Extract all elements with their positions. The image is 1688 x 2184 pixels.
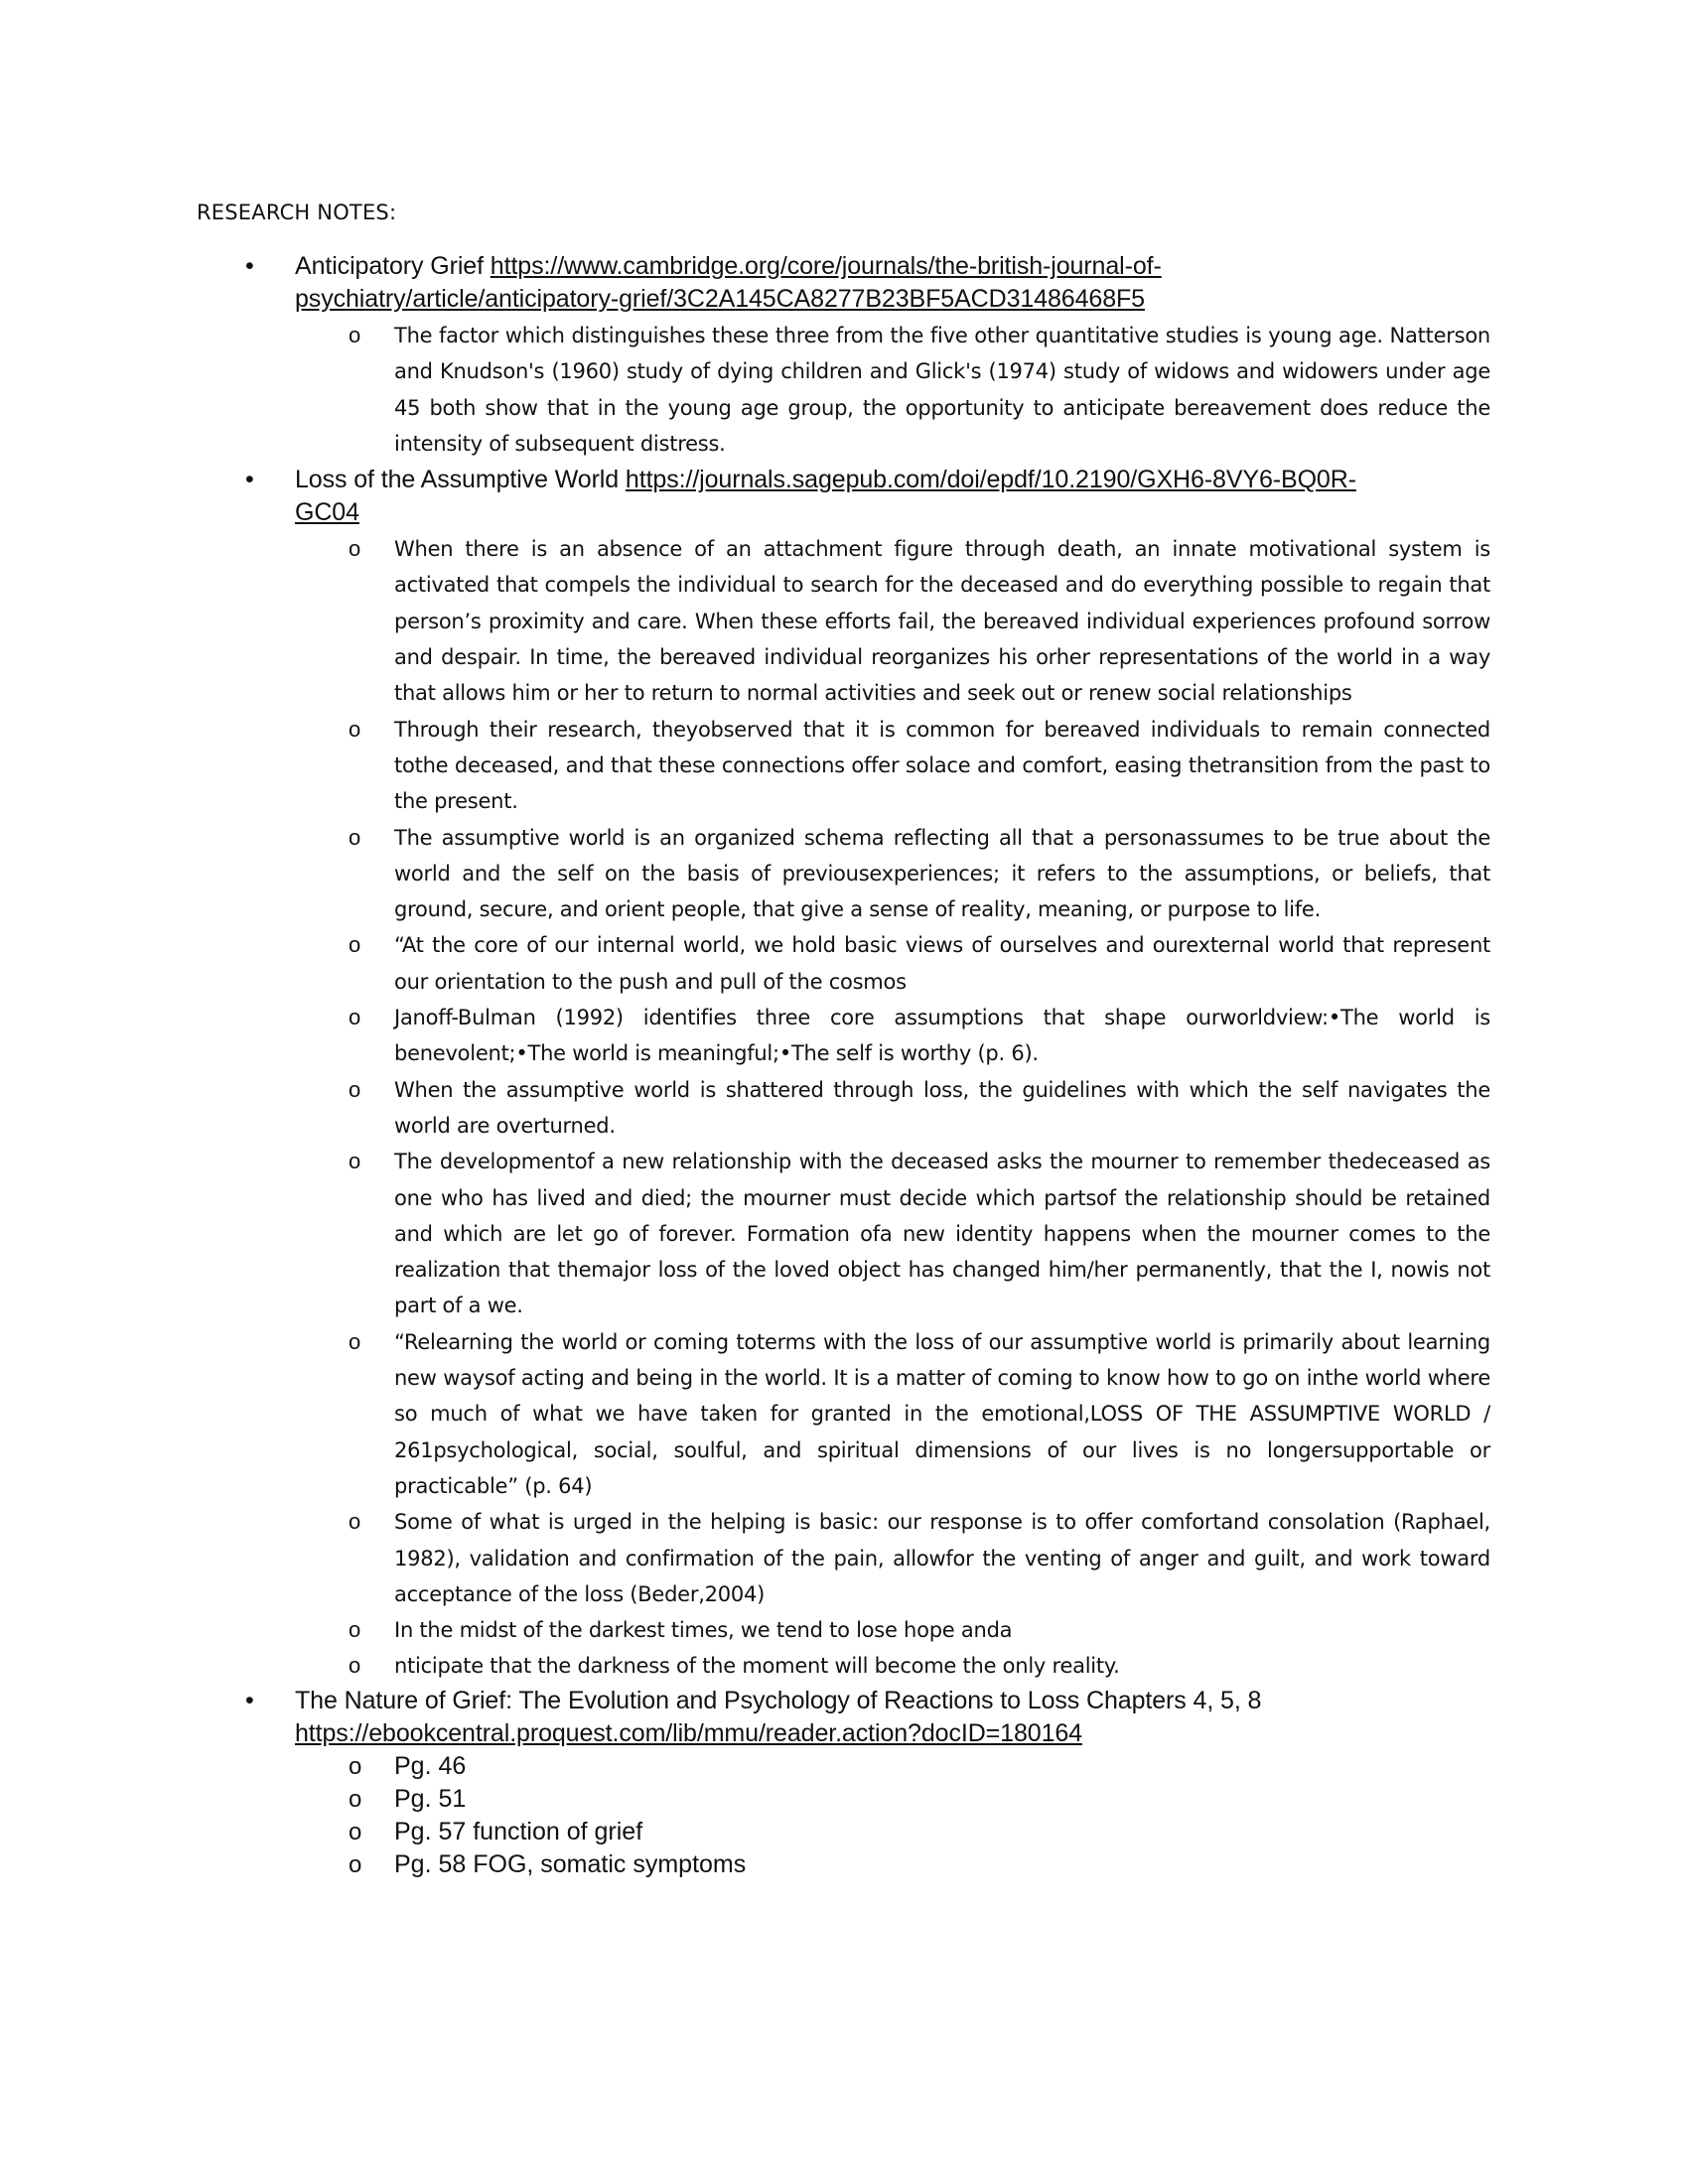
note-item [0, 820, 1688, 928]
source-title: Loss of the Assumptive World [295, 466, 620, 494]
circle-bullet-icon: o [349, 1149, 361, 1174]
circle-bullet-icon: o [349, 1076, 361, 1102]
circle-bullet-icon: o [349, 932, 361, 958]
source-entry-anticipatory-grief [0, 250, 1688, 462]
note-item [0, 318, 1688, 462]
page-reference-item [0, 1816, 1688, 1848]
page-reference-text: Pg. 58 FOG, somatic symptoms [394, 1849, 747, 1878]
source-title: The Nature of Grief: The Evolution and Psychology of Reactions to Loss Chapters 4, 5, 8 [295, 1686, 1262, 1714]
note-text: When there is an absence of an attachment figure through death, an innate motivational system is activated that compels the individual to search for the deceased and do everything possible to regain that person’s proximity and care. When these efforts fail, the bereaved individual experiences profound sorrow and despair. In time, the bereaved individual reorganizes his orher representations of the world in a way that allows him or her to return to normal activities and seek out or renew social relationships [394, 537, 1490, 706]
note-text: In the midst of the darkest times, we tend to lose hope anda [394, 1618, 1013, 1643]
page-reference-text: Pg. 46 [394, 1751, 467, 1780]
note-text: The developmentof a new relationship with the deceased asks the mourner to remember thedeceased as one who has lived and died; the mourner must decide which partsof the relationship should be retained and which are let go of forever. Formation ofa new identity happens when the mourner comes to the realization that themajor loss of the loved object has changed him/her permanently, that the I, nowis not part of a we. [394, 1150, 1490, 1318]
circle-bullet-icon: o [349, 1328, 361, 1354]
note-text: When the assumptive world is shattered through loss, the guidelines with which the self navigates the world are overturned. [394, 1077, 1490, 1138]
note-text: “Relearning the world or coming toterms with the loss of our assumptive world is primarily about learning new waysof acting and being in the world. It is a matter of coming to know how to go on inthe world where so much of what we have taken for granted in the emotional,LOSS OF THE ASSUMPTIVE WORLD / 261psychological, social, soulful, and spiritual dimensions of our lives is no longersupportable or practicable” (p. 64) [394, 1329, 1490, 1498]
note-item [0, 1504, 1688, 1612]
note-item [0, 927, 1688, 1000]
note-item [0, 1144, 1688, 1323]
circle-bullet-icon: o [349, 323, 361, 347]
note-item [0, 1072, 1688, 1145]
source-link[interactable]: https://ebookcentral.proquest.com/lib/mmu/reader.action?docID=180164 [295, 1718, 1082, 1747]
page-reference-item [0, 1783, 1688, 1816]
note-text: Through their research, theyobserved that it is common for bereaved individuals to remain connected tothe deceased, and that these connections offer solace and comfort, easing thetransition from the past to the present. [394, 717, 1490, 814]
note-text: Some of what is urged in the helping is basic: our response is to offer comfortand consolation (Raphael, 1982), validation and confirmation of the pain, allowfor the venting of anger and guilt, and work toward acceptance of the loss (Beder,2004) [394, 1510, 1490, 1606]
note-item [0, 1612, 1688, 1648]
source-heading [295, 1685, 1496, 1750]
page-reference-text: Pg. 57 function of grief [394, 1817, 643, 1845]
source-link[interactable]: https://journals.sagepub.com/doi/epdf/10.2190/GXH6-8VY6-BQ0R- GC04 [295, 466, 1356, 527]
page-heading: RESEARCH NOTES: [197, 201, 397, 224]
source-link[interactable]: https://www.cambridge.org/core/journals/the-british-journal-of- psychiatry/article/anticipatory-grief/3C2A145CA8277B23BF5ACD31486468F5 [295, 252, 1162, 313]
circle-bullet-icon: o [349, 1818, 362, 1845]
note-item [0, 531, 1688, 711]
note-text: The factor which distinguishes these three from the five other quantitative studies is young age. Natterson and Knudson's (1960) study of dying children and Glick's (1974) study of widows and widowers under age 45 both show that in the young age group, the opportunity to anticipate bereavement does reduce the intensity of subsequent distress. [394, 324, 1490, 456]
page-reference-text: Pg. 51 [394, 1784, 467, 1813]
source-heading [295, 250, 1496, 316]
source-list [0, 250, 1688, 1881]
circle-bullet-icon: o [349, 1509, 361, 1535]
bullet-icon: • [245, 466, 254, 494]
circle-bullet-icon: o [349, 716, 361, 742]
note-item [0, 1324, 1688, 1504]
source-title: Anticipatory Grief [295, 252, 484, 280]
source-heading [295, 464, 1496, 529]
note-text: “At the core of our internal world, we hold basic views of ourselves and ourexternal world that represent our orientation to the push and pull of the cosmos [394, 933, 1490, 994]
source-entry-assumptive-world [0, 464, 1688, 1685]
circle-bullet-icon: o [349, 536, 361, 562]
note-item [0, 712, 1688, 820]
note-text: nticipate that the darkness of the moment will become the only reality. [394, 1654, 1120, 1679]
circle-bullet-icon: o [349, 1617, 361, 1643]
circle-bullet-icon: o [349, 1850, 362, 1878]
source-entry-nature-of-grief [0, 1685, 1688, 1881]
notes-list [0, 531, 1688, 1685]
page-reference-list [0, 1750, 1688, 1881]
note-text: Janoff-Bulman (1992) identifies three core assumptions that shape ourworldview:•The world is benevolent;•The world is meaningful;•The self is worthy (p. 6). [394, 1006, 1490, 1066]
page-reference-item [0, 1750, 1688, 1783]
notes-list [0, 318, 1688, 462]
bullet-icon: • [245, 252, 254, 280]
circle-bullet-icon: o [349, 1005, 361, 1030]
note-item [0, 1000, 1688, 1072]
note-item [0, 1648, 1688, 1684]
circle-bullet-icon: o [349, 824, 361, 850]
bullet-icon: • [245, 1686, 254, 1714]
circle-bullet-icon: o [349, 1785, 362, 1813]
note-text: The assumptive world is an organized schema reflecting all that a personassumes to be true about the world and the self on the basis of previousexperiences; it refers to the assumptions, or beliefs, that ground, secure, and orient people, that give a sense of reality, meaning, or purpose to life. [394, 825, 1490, 922]
circle-bullet-icon: o [349, 1752, 362, 1780]
page-reference-item [0, 1848, 1688, 1881]
circle-bullet-icon: o [349, 1653, 361, 1679]
